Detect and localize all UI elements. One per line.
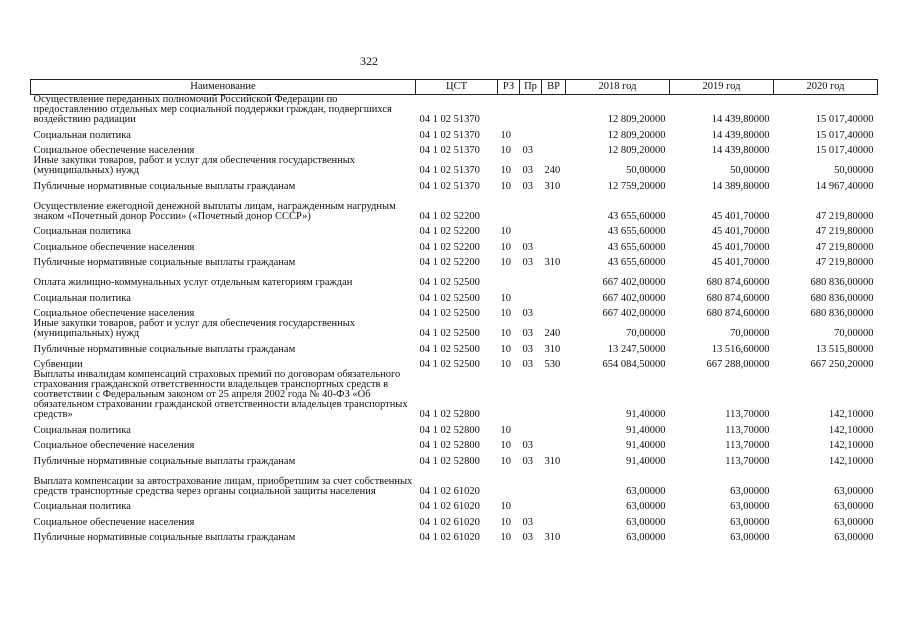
cell-cst: 04 1 02 52200 (419, 241, 480, 253)
cell-rz: 10 (500, 359, 511, 370)
cell-vr: 310 (544, 455, 561, 467)
cell-cst: 04 1 02 52500 (419, 328, 480, 339)
cell-pr (520, 370, 542, 420)
table-row (31, 125, 878, 141)
table-row (31, 512, 878, 528)
table-row (31, 156, 878, 176)
cell-rz (498, 268, 520, 288)
cell-vr (542, 125, 566, 141)
cell-rz: 10 (500, 226, 511, 237)
cell-pr (520, 288, 542, 304)
table-row (31, 176, 878, 192)
cell-pr: 03 (522, 328, 533, 339)
column-header-pr: Пр (520, 80, 542, 95)
table-row (31, 192, 878, 222)
cell-rz: 10 (500, 440, 511, 451)
column-header-2020: 2020 год (774, 80, 878, 95)
cell-vr: 240 (544, 328, 561, 339)
cell-name: Субвенции (33, 359, 83, 370)
cell-rz: 10 (500, 343, 511, 355)
cell-pr: 03 (522, 440, 533, 451)
table-row (31, 436, 878, 452)
cell-rz: 10 (500, 292, 511, 304)
cell-cst: 04 1 02 61020 (419, 516, 480, 528)
cell-pr: 03 (522, 180, 533, 192)
cell-pr (520, 467, 542, 497)
cell-2018: 43 655,60000 (607, 210, 666, 222)
cell-rz: 10 (500, 424, 511, 436)
cell-pr: 03 (522, 308, 533, 319)
cell-rz (498, 370, 520, 420)
cell-2019: 14 389,80000 (711, 180, 770, 192)
table-row (31, 304, 878, 320)
cell-vr (542, 512, 566, 528)
cell-2020: 680 836,00000 (810, 277, 874, 288)
cell-2020: 13 515,80000 (815, 343, 874, 355)
table-row (31, 370, 878, 420)
cell-cst: 04 1 02 51370 (419, 145, 480, 156)
cell-name: Публичные нормативные социальные выплаты гражданам (33, 455, 296, 467)
cell-vr (542, 467, 566, 497)
cell-2018: 43 655,60000 (607, 257, 666, 268)
cell-name: Иные закупки товаров, работ и услуг для обеспечения государственных (муниципальных) нужд (33, 155, 356, 176)
cell-2019: 63,00000 (730, 532, 770, 543)
table-row (31, 497, 878, 513)
cell-cst: 04 1 02 51370 (419, 129, 480, 141)
cell-2020: 15 017,40000 (815, 114, 874, 125)
cell-vr (542, 370, 566, 420)
cell-cst: 04 1 02 52500 (419, 359, 480, 370)
cell-2020: 47 219,80000 (815, 241, 874, 253)
cell-pr: 03 (522, 145, 533, 156)
cell-vr (542, 288, 566, 304)
cell-cst: 04 1 02 52500 (419, 292, 480, 304)
table-row (31, 451, 878, 467)
cell-name: Иные закупки товаров, работ и услуг для обеспечения государственных (муниципальных) нужд (33, 318, 356, 339)
cell-cst: 04 1 02 51370 (419, 114, 480, 125)
cell-name: Социальное обеспечение населения (33, 241, 195, 253)
cell-name: Публичные нормативные социальные выплаты гражданам (33, 257, 296, 268)
column-header-vr: ВР (542, 80, 566, 95)
footer-scan-marks: · · · · · · · · · · · · · (350, 630, 444, 636)
table-row (31, 268, 878, 288)
cell-2019: 113,70000 (725, 440, 770, 451)
cell-pr: 03 (522, 343, 533, 355)
cell-name: Социальная политика (33, 226, 131, 237)
cell-vr (542, 497, 566, 513)
cell-cst: 04 1 02 51370 (419, 165, 480, 176)
cell-vr: 240 (544, 165, 561, 176)
cell-2019: 680 874,60000 (706, 308, 770, 319)
cell-2018: 63,00000 (626, 532, 666, 543)
cell-2019: 680 874,60000 (706, 277, 770, 288)
cell-2018: 12 809,20000 (607, 114, 666, 125)
cell-cst: 04 1 02 51370 (419, 180, 480, 192)
cell-cst: 04 1 02 52500 (419, 308, 480, 319)
cell-rz: 10 (500, 241, 511, 253)
cell-pr (520, 192, 542, 222)
cell-name: Социальное обеспечение населения (33, 308, 195, 319)
table-row (31, 355, 878, 371)
cell-2019: 45 401,70000 (711, 210, 770, 222)
cell-rz: 10 (500, 180, 511, 192)
cell-vr (542, 95, 566, 126)
cell-rz: 10 (500, 129, 511, 141)
cell-2018: 667 402,00000 (602, 292, 666, 304)
cell-vr (542, 304, 566, 320)
cell-rz (498, 95, 520, 126)
cell-2019: 45 401,70000 (711, 241, 770, 253)
cell-pr: 03 (522, 532, 533, 543)
cell-pr (520, 125, 542, 141)
cell-rz: 10 (500, 455, 511, 467)
cell-pr (520, 268, 542, 288)
cell-2020: 63,00000 (834, 485, 874, 497)
column-header-2018: 2018 год (566, 80, 670, 95)
cell-2018: 12 809,20000 (607, 145, 666, 156)
cell-2018: 12 759,20000 (607, 180, 666, 192)
table-row (31, 339, 878, 355)
cell-2018: 91,40000 (626, 409, 666, 420)
cell-2020: 70,00000 (834, 328, 874, 339)
cell-2020: 680 836,00000 (810, 292, 874, 304)
cell-pr: 03 (522, 257, 533, 268)
cell-vr: 310 (544, 257, 561, 268)
cell-pr (520, 420, 542, 436)
cell-2019: 667 288,00000 (706, 359, 770, 370)
cell-2019: 63,00000 (730, 485, 770, 497)
cell-rz: 10 (500, 516, 511, 528)
cell-2019: 50,00000 (730, 165, 770, 176)
cell-cst: 04 1 02 52200 (419, 226, 480, 237)
cell-2019: 680 874,60000 (706, 292, 770, 304)
cell-2019: 63,00000 (730, 501, 770, 512)
cell-name: Социальное обеспечение населения (33, 440, 195, 451)
cell-2020: 667 250,20000 (810, 359, 874, 370)
table-row (31, 237, 878, 253)
budget-table (30, 79, 878, 543)
cell-pr: 03 (522, 516, 533, 528)
cell-pr: 03 (522, 455, 533, 467)
cell-2018: 50,00000 (626, 165, 666, 176)
cell-2020: 680 836,00000 (810, 308, 874, 319)
cell-pr (520, 222, 542, 238)
cell-cst: 04 1 02 52800 (419, 440, 480, 451)
cell-cst: 04 1 02 52200 (419, 210, 480, 222)
cell-2019: 45 401,70000 (711, 226, 770, 237)
cell-vr (542, 436, 566, 452)
cell-2019: 14 439,80000 (711, 145, 770, 156)
cell-rz: 10 (500, 165, 511, 176)
cell-2020: 63,00000 (834, 532, 874, 543)
cell-name: Публичные нормативные социальные выплаты гражданам (33, 343, 296, 355)
cell-2020: 50,00000 (834, 165, 874, 176)
page-number: 322 (360, 54, 378, 68)
cell-name: Выплаты инвалидам компенсаций страховых премий по договорам обязательного страхования гражданской ответственности владельцев транспортных средств в соответствии с Федеральным законом от 25 апреля 2002 года № 40-ФЗ «Об обязательном страховании гражданской ответственности владельцев транспортных средств» (33, 369, 408, 420)
cell-vr (542, 268, 566, 288)
cell-name: Социальная политика (33, 129, 131, 141)
cell-vr (542, 237, 566, 253)
cell-2018: 654 084,50000 (602, 359, 666, 370)
cell-2019: 14 439,80000 (711, 129, 770, 141)
cell-vr: 310 (544, 343, 561, 355)
cell-rz: 10 (500, 501, 511, 512)
cell-2018: 63,00000 (626, 516, 666, 528)
cell-2020: 63,00000 (834, 516, 874, 528)
cell-2019: 45 401,70000 (711, 257, 770, 268)
cell-name: Социальное обеспечение населения (33, 516, 195, 528)
cell-vr (542, 420, 566, 436)
table-row (31, 253, 878, 269)
cell-vr: 530 (544, 359, 561, 370)
cell-2020: 47 219,80000 (815, 257, 874, 268)
cell-2020: 47 219,80000 (815, 226, 874, 237)
cell-2020: 15 017,40000 (815, 145, 874, 156)
cell-2020: 63,00000 (834, 501, 874, 512)
column-header-2019: 2019 год (670, 80, 774, 95)
table-row (31, 222, 878, 238)
column-header-cst: ЦСТ (416, 80, 498, 95)
cell-rz (498, 467, 520, 497)
cell-2020: 142,10000 (828, 424, 874, 436)
cell-2018: 63,00000 (626, 501, 666, 512)
cell-2018: 667 402,00000 (602, 308, 666, 319)
cell-2019: 63,00000 (730, 516, 770, 528)
cell-rz: 10 (500, 257, 511, 268)
cell-2018: 13 247,50000 (607, 343, 666, 355)
cell-cst: 04 1 02 52500 (419, 343, 480, 355)
cell-name: Оплата жилищно-коммунальных услуг отдельным категориям граждан (33, 277, 353, 288)
cell-2019: 113,70000 (725, 409, 770, 420)
cell-name: Социальное обеспечение населения (33, 145, 195, 156)
cell-pr (520, 95, 542, 126)
cell-2018: 91,40000 (626, 424, 666, 436)
table-row (31, 141, 878, 157)
cell-cst: 04 1 02 52500 (419, 277, 480, 288)
cell-pr: 03 (522, 165, 533, 176)
cell-2018: 91,40000 (626, 455, 666, 467)
cell-2020: 15 017,40000 (815, 129, 874, 141)
cell-2020: 142,10000 (828, 455, 874, 467)
column-header-rz: РЗ (498, 80, 520, 95)
cell-pr: 03 (522, 241, 533, 253)
cell-name: Социальная политика (33, 292, 131, 304)
cell-vr: 310 (544, 532, 561, 543)
cell-cst: 04 1 02 61020 (419, 532, 480, 543)
column-header-name: Наименование (31, 80, 416, 95)
cell-2019: 14 439,80000 (711, 114, 770, 125)
cell-2018: 70,00000 (626, 328, 666, 339)
cell-cst: 04 1 02 52800 (419, 409, 480, 420)
table-row (31, 528, 878, 544)
cell-2018: 63,00000 (626, 485, 666, 497)
cell-2018: 43 655,60000 (607, 241, 666, 253)
table-header-row (31, 80, 878, 95)
cell-cst: 04 1 02 61020 (419, 485, 480, 497)
cell-2020: 47 219,80000 (815, 210, 874, 222)
cell-vr: 310 (544, 180, 561, 192)
cell-vr (542, 192, 566, 222)
cell-rz: 10 (500, 532, 511, 543)
cell-name: Социальная политика (33, 424, 131, 436)
table-row (31, 319, 878, 339)
cell-name: Социальная политика (33, 501, 131, 512)
cell-2018: 667 402,00000 (602, 277, 666, 288)
cell-cst: 04 1 02 52200 (419, 257, 480, 268)
cell-rz (498, 192, 520, 222)
cell-rz: 10 (500, 308, 511, 319)
cell-name: Публичные нормативные социальные выплаты гражданам (33, 532, 296, 543)
cell-2019: 113,70000 (725, 424, 770, 436)
cell-name: Осуществление переданных полномочий Российской Федерации по предоставлению отдельных мер социальной поддержки граждан, подвергшихся воздействию радиации (33, 94, 392, 125)
table-row (31, 420, 878, 436)
cell-2018: 43 655,60000 (607, 226, 666, 237)
cell-vr (542, 222, 566, 238)
cell-2018: 12 809,20000 (607, 129, 666, 141)
table-body (31, 95, 878, 544)
cell-pr (520, 497, 542, 513)
cell-rz: 10 (500, 145, 511, 156)
cell-vr (542, 141, 566, 157)
cell-cst: 04 1 02 61020 (419, 501, 480, 512)
cell-pr: 03 (522, 359, 533, 370)
cell-name: Публичные нормативные социальные выплаты гражданам (33, 180, 296, 192)
cell-2020: 142,10000 (828, 409, 874, 420)
cell-name: Выплата компенсации за автострахование лицам, приобретшим за счет собственных средств транспортные средства через органы социальной защиты населения (33, 475, 413, 497)
cell-2019: 113,70000 (725, 455, 770, 467)
table-row (31, 288, 878, 304)
table-row (31, 467, 878, 497)
cell-rz: 10 (500, 328, 511, 339)
cell-2020: 14 967,40000 (815, 180, 874, 192)
cell-2019: 70,00000 (730, 328, 770, 339)
cell-cst: 04 1 02 52800 (419, 424, 480, 436)
table-row (31, 95, 878, 126)
cell-2019: 13 516,60000 (711, 343, 770, 355)
cell-2018: 91,40000 (626, 440, 666, 451)
cell-name: Осуществление ежегодной денежной выплаты лицам, награжденным нагрудным знаком «Почетный донор России» («Почетный донор СССР») (33, 200, 396, 222)
cell-2020: 142,10000 (828, 440, 874, 451)
cell-cst: 04 1 02 52800 (419, 455, 480, 467)
